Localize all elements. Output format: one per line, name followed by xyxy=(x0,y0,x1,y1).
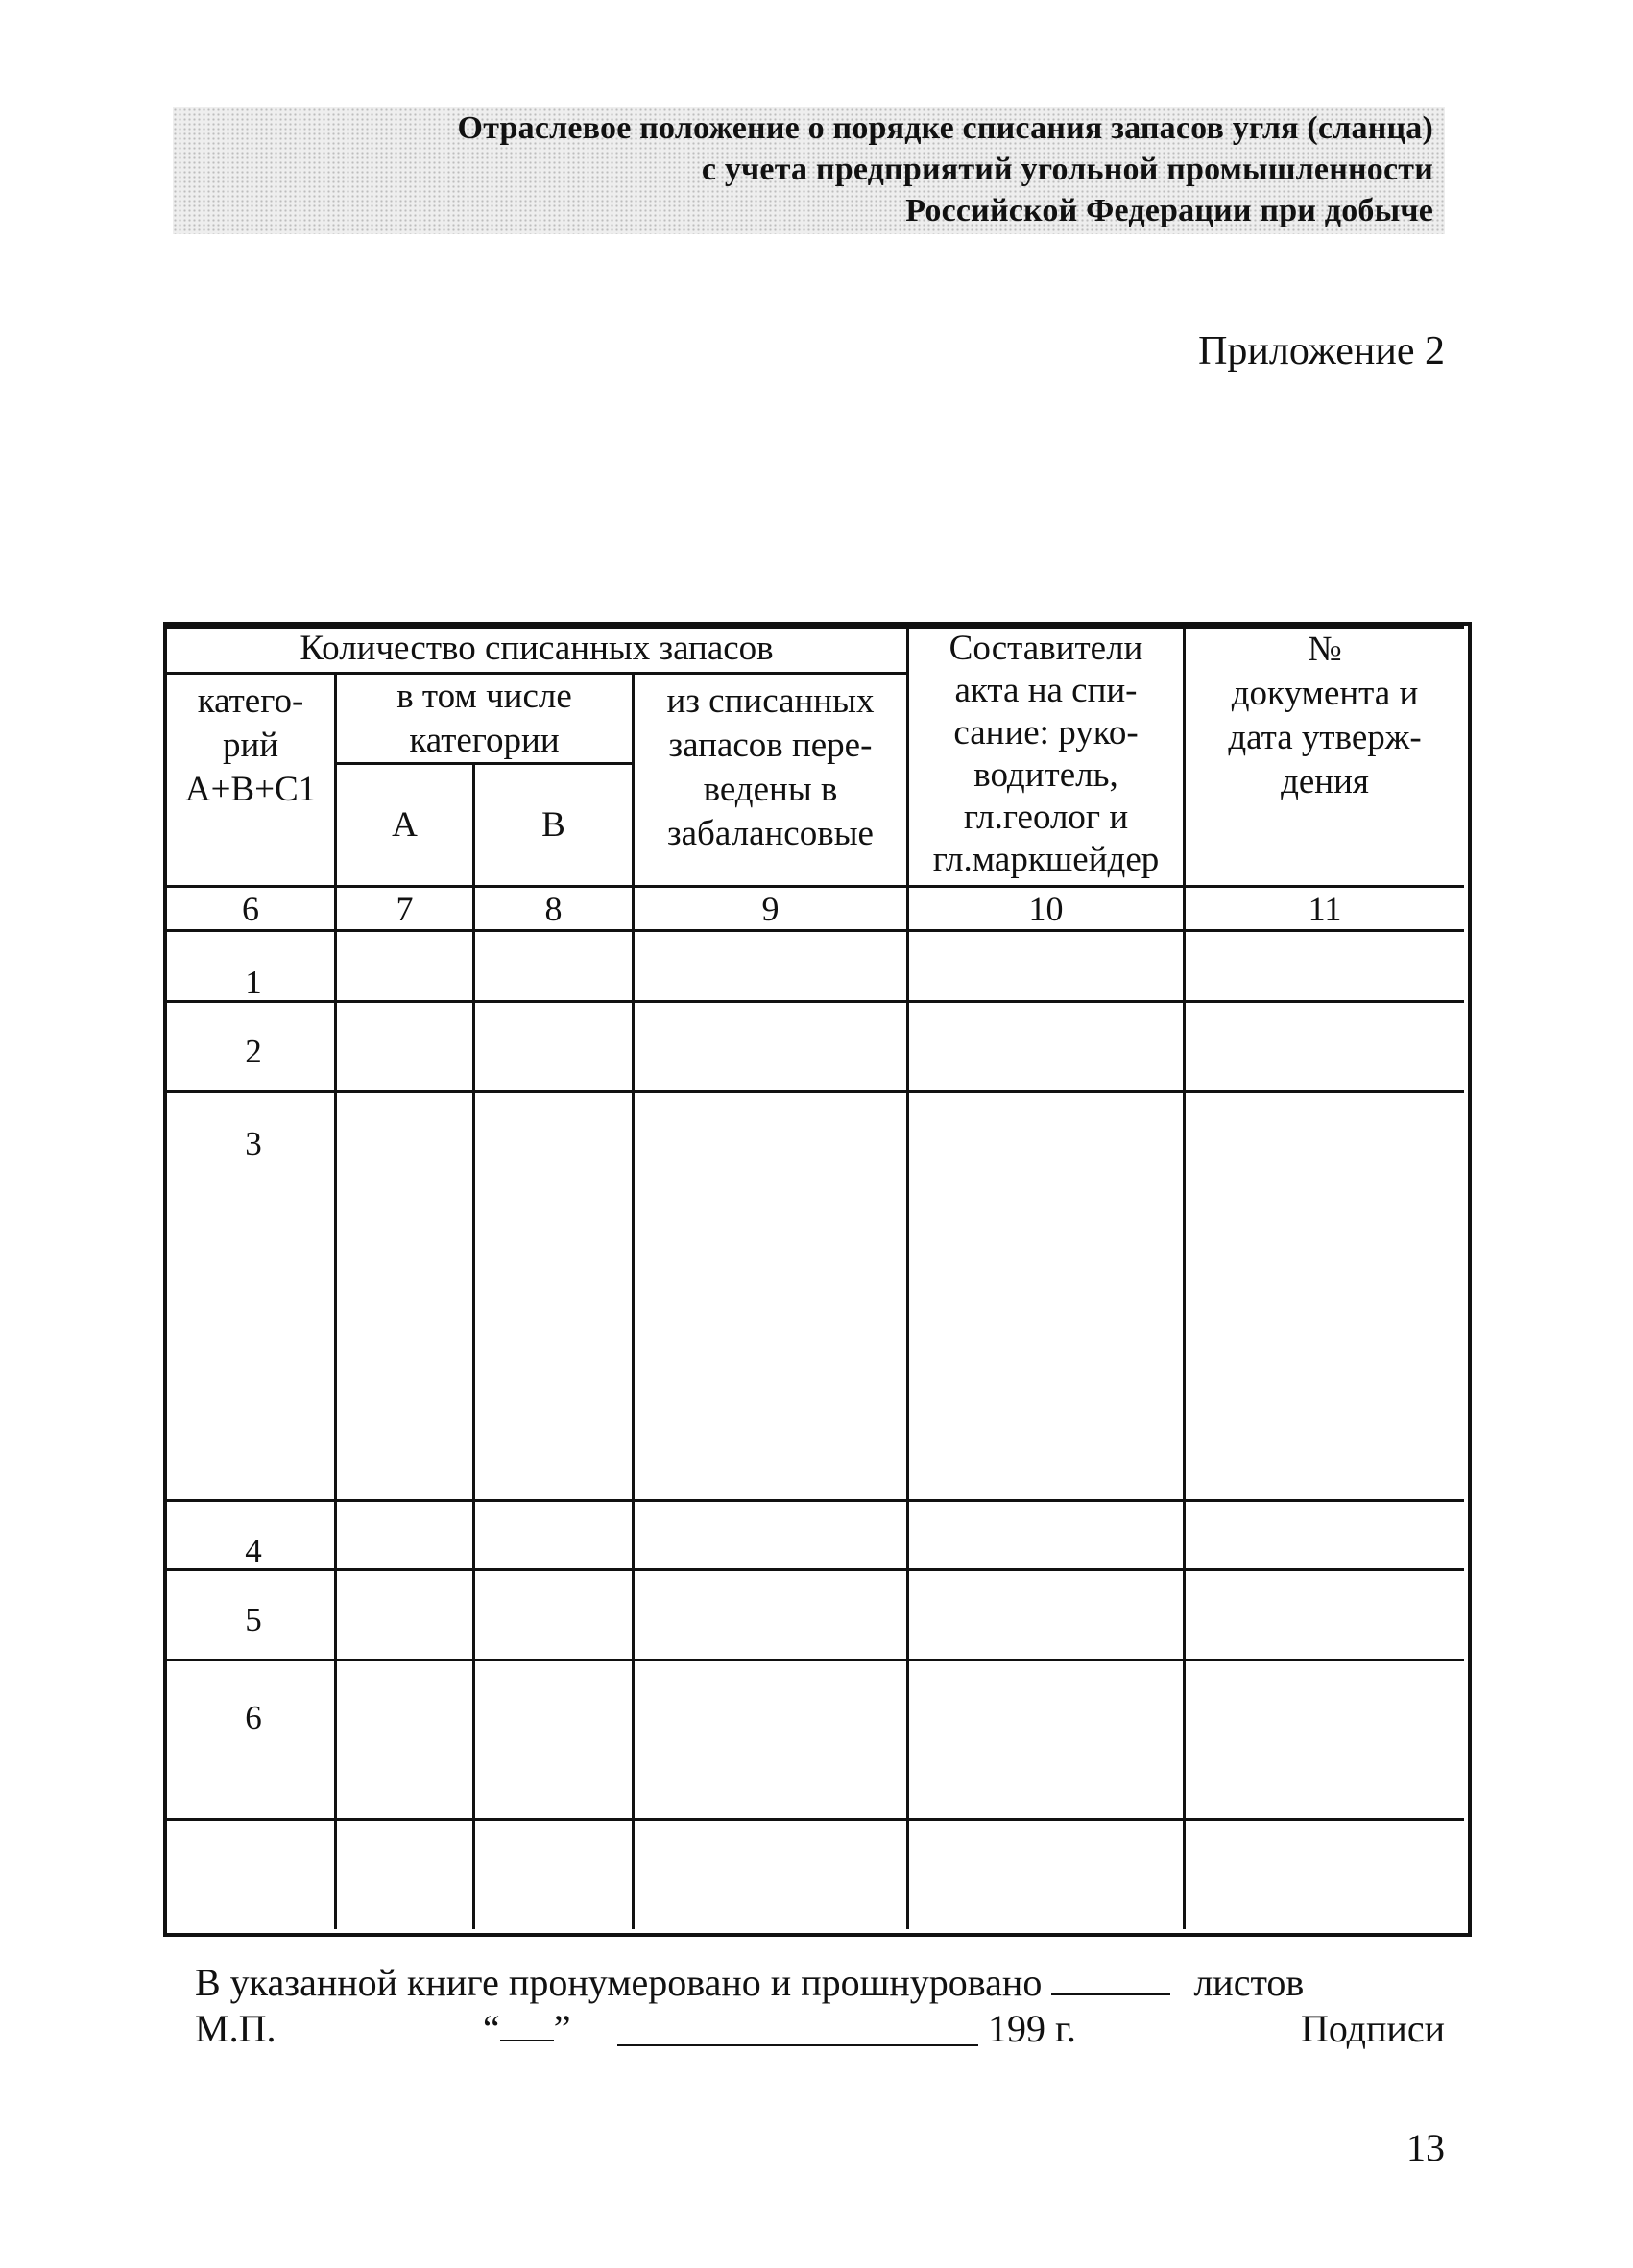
column-number-10: 10 xyxy=(1028,889,1064,928)
year-text: 199 г. xyxy=(988,2007,1076,2050)
sheets-word: листов xyxy=(1193,1961,1305,2004)
book-certification-text: В указанной книге пронумеровано и прошнуровано xyxy=(195,1961,1043,2004)
document-header-line-3: дата утверж- xyxy=(1228,718,1422,757)
open-quote: “ xyxy=(483,2007,500,2050)
compilers-header-line-4: водитель, xyxy=(973,755,1118,795)
row-rule-4 xyxy=(167,1568,1464,1571)
compilers-header-line-6: гл.маркшейдер xyxy=(932,840,1160,879)
including-header-line-2: категории xyxy=(409,720,560,760)
column-number-8: 8 xyxy=(544,889,563,928)
document-header-line-1: № xyxy=(1308,630,1342,669)
document-header-cell xyxy=(1186,628,1464,885)
document-header-line-4: дения xyxy=(1281,762,1369,801)
transferred-header-line-3: ведены в xyxy=(703,770,838,809)
running-head-text xyxy=(458,107,1433,231)
day-blank xyxy=(500,2007,554,2041)
group-header: Количество списанных запасов xyxy=(300,629,774,668)
sheets-count-blank xyxy=(1051,1961,1170,1995)
category-a-header: А xyxy=(392,804,418,845)
running-head-line-3: Российской Федерации при добыче xyxy=(905,193,1433,228)
compilers-header-cell xyxy=(909,628,1183,885)
row-rule-5 xyxy=(167,1659,1464,1661)
category-a-header-cell xyxy=(337,765,472,885)
transferred-header-line-2: запасов пере- xyxy=(668,726,873,765)
close-quote: ” xyxy=(553,2007,571,2050)
including-header-cell xyxy=(337,675,632,762)
signatures-label: Подписи xyxy=(1300,2007,1445,2050)
column-number-6: 6 xyxy=(242,889,259,928)
row-number-3: 3 xyxy=(245,1125,262,1162)
document-header-line-2: документа и xyxy=(1231,674,1419,713)
running-head-line-1: Отраслевое положение о порядке списания запасов угля (сланца) xyxy=(457,110,1433,146)
appendix-label: Приложение 2 xyxy=(1198,329,1445,373)
column-numbers-rule xyxy=(167,929,1464,932)
including-header-line-1: в том числе xyxy=(396,676,572,716)
row-number-6: 6 xyxy=(245,1699,262,1736)
row-rule-2 xyxy=(167,1090,1464,1093)
compilers-header-line-1: Составители xyxy=(949,629,1143,668)
write-off-table xyxy=(163,622,1472,1937)
transferred-header-line-4: забалансовые xyxy=(667,814,874,853)
running-head xyxy=(173,107,1445,234)
stamp-label: М.П. xyxy=(195,2007,276,2050)
month-blank xyxy=(617,2012,978,2046)
compilers-header-line-5: гл.геолог и xyxy=(963,798,1129,837)
stamp-date-line xyxy=(195,2006,1445,2052)
row-rule-1 xyxy=(167,1000,1464,1003)
column-number-9: 9 xyxy=(761,889,780,928)
categories-header-cell xyxy=(167,680,334,881)
column-number-7: 7 xyxy=(396,889,414,928)
column-rule-2 xyxy=(472,762,475,1929)
group-header-cell xyxy=(167,626,906,672)
row-number-1: 1 xyxy=(245,964,262,1001)
categories-header-line-3: А+В+С1 xyxy=(184,770,317,809)
date-day-field xyxy=(483,2006,571,2052)
row-number-5: 5 xyxy=(245,1601,262,1638)
row-number-2: 2 xyxy=(245,1033,262,1070)
transferred-header-line-1: из списанных xyxy=(666,681,875,721)
page-number: 13 xyxy=(1406,2126,1445,2169)
row-rule-3 xyxy=(167,1499,1464,1502)
row-number-4: 4 xyxy=(245,1532,262,1569)
categories-header-line-1: катего- xyxy=(197,681,304,721)
column-number-11: 11 xyxy=(1308,889,1342,928)
categories-header-line-2: рий xyxy=(222,726,279,765)
running-head-line-2: с учета предприятий угольной промышленности xyxy=(701,152,1433,187)
transferred-header-cell xyxy=(635,680,906,881)
compilers-header-line-3: сание: руко- xyxy=(953,713,1139,752)
compilers-header-line-2: акта на спи- xyxy=(954,671,1138,710)
category-b-header-cell xyxy=(475,765,632,885)
row-rule-6 xyxy=(167,1818,1464,1821)
category-b-header: В xyxy=(541,804,565,845)
book-certification-line xyxy=(195,1960,1304,2006)
